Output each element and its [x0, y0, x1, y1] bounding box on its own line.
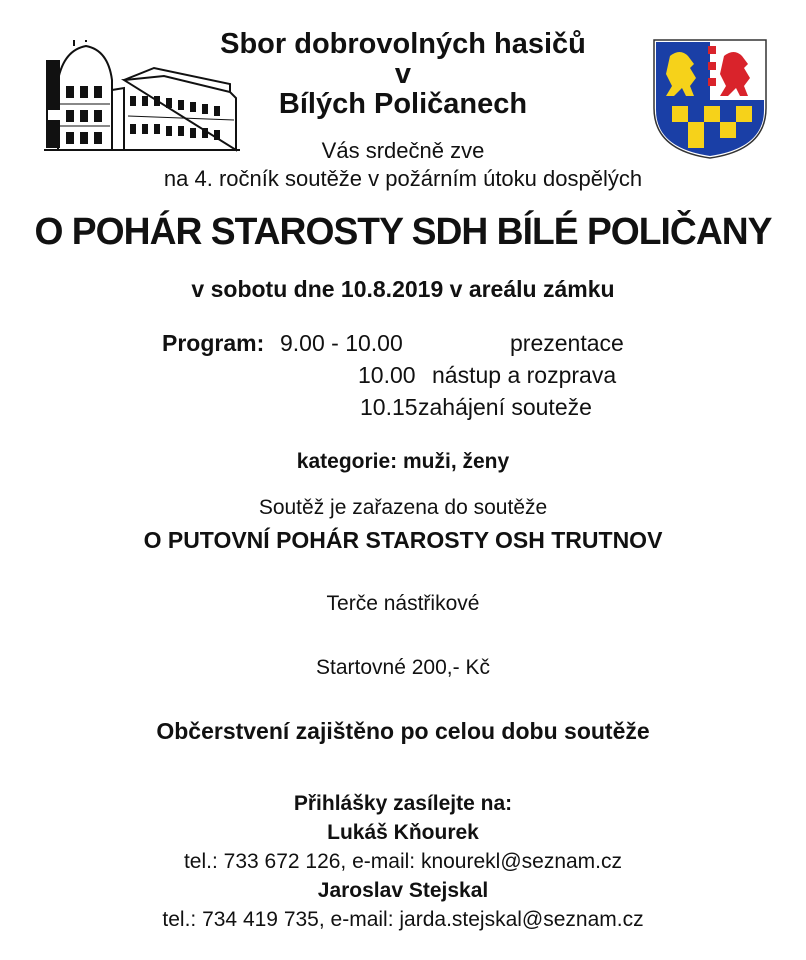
- contact-name-2: Jaroslav Stejskal: [317, 879, 489, 902]
- series-line-1: Soutěž je zařazena do soutěže: [258, 496, 548, 519]
- date-line: v sobotu dne 10.8.2019 v areálu zámku: [191, 276, 615, 302]
- program-time-1: 9.00 - 10.00: [280, 330, 403, 356]
- program-time-3: 10.15: [360, 394, 418, 420]
- header-line-2: v: [394, 58, 412, 90]
- program-label: Program:: [162, 330, 265, 356]
- registration-heading: Přihlášky zasílejte na:: [293, 792, 513, 815]
- header-line-3: Bílých Poličanech: [278, 88, 528, 120]
- event-title: O POHÁR STAROSTY SDH BÍLÉ POLIČANY: [34, 211, 772, 253]
- intro-line-1: Vás srdečně zve: [321, 138, 485, 163]
- contact-details-1: tel.: 733 672 126, e-mail: knourekl@seznam.cz: [183, 850, 623, 873]
- header-line-1: Sbor dobrovolných hasičů: [220, 28, 586, 60]
- series-line-2: O PUTOVNÍ POHÁR STAROSTY OSH TRUTNOV: [143, 527, 663, 553]
- intro-line-2: na 4. ročník soutěže v požárním útoku dospělých: [163, 166, 643, 191]
- targets-text: Terče nástřikové: [326, 592, 480, 615]
- program-activity-3: zahájení souteže: [418, 394, 592, 420]
- fee-text: Startovné 200,- Kč: [316, 656, 490, 679]
- contact-name-1: Lukáš Kňourek: [327, 821, 479, 844]
- program-activity-2: nástup a rozprava: [432, 362, 617, 388]
- program-time-2: 10.00: [358, 362, 416, 388]
- contact-details-2: tel.: 734 419 735, e-mail: jarda.stejskal@seznam.cz: [162, 908, 644, 931]
- categories: kategorie: muži, ženy: [296, 450, 510, 473]
- refreshments-text: Občerstvení zajištěno po celou dobu soutěže: [156, 718, 650, 744]
- program-activity-1: prezentace: [510, 330, 624, 356]
